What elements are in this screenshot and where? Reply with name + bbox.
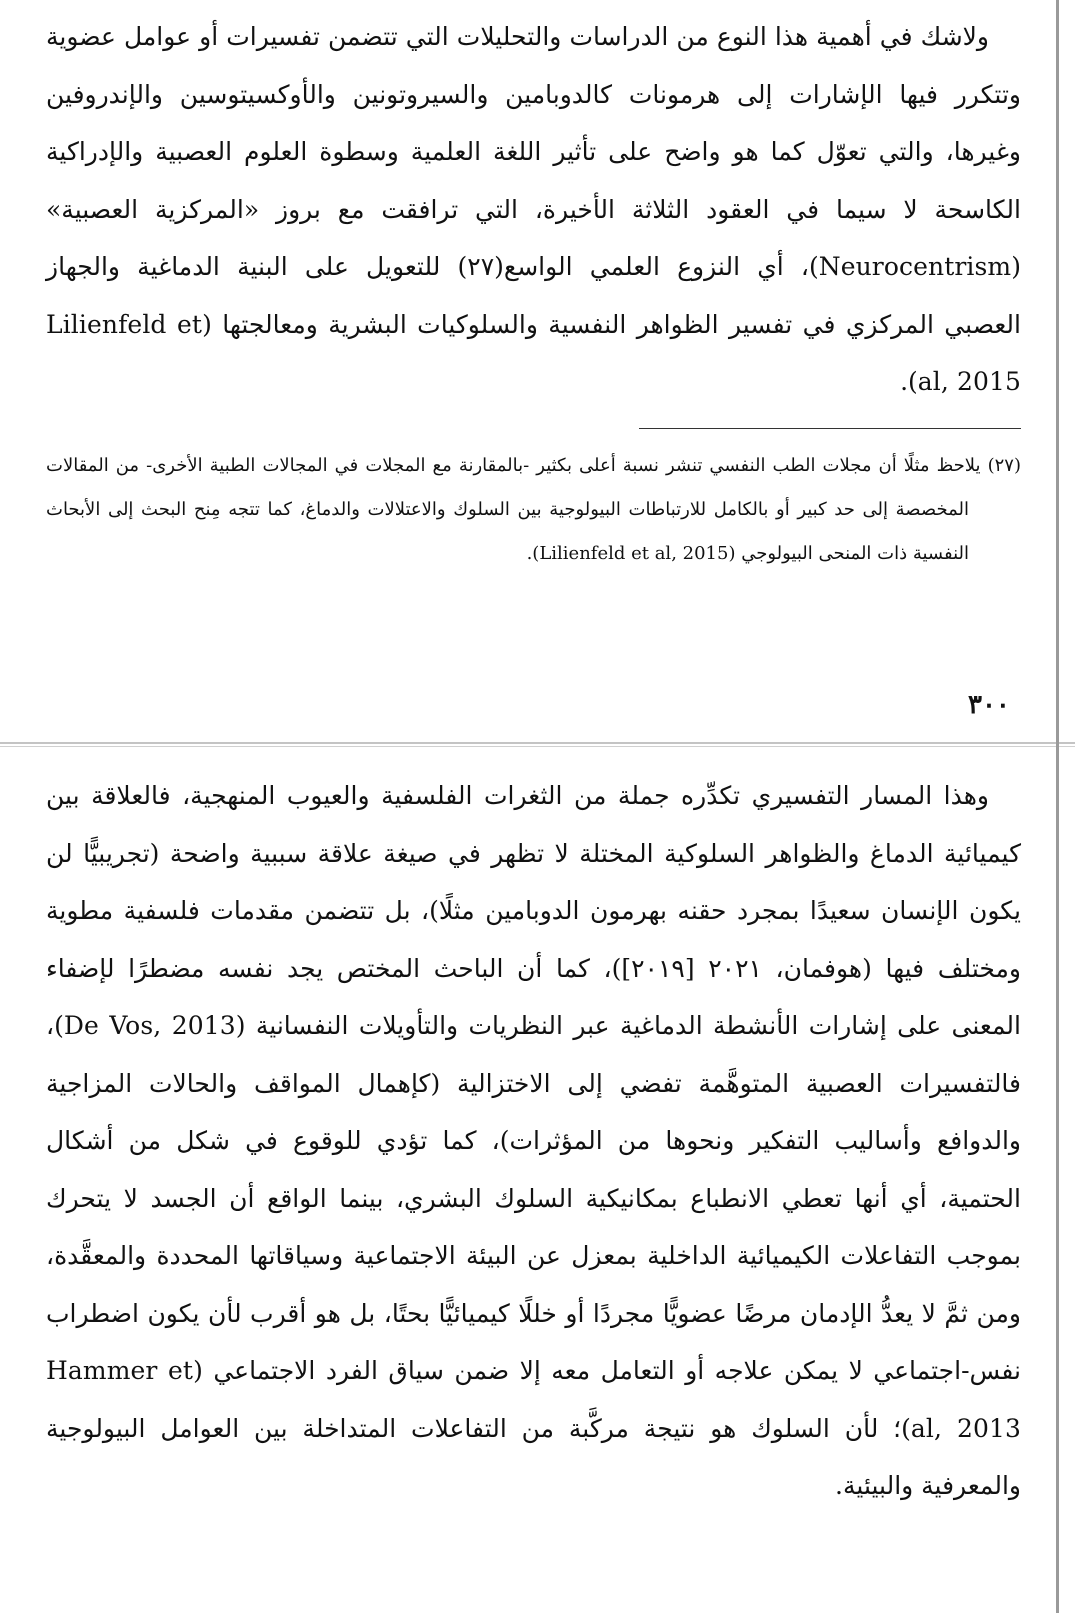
page-edge-line — [1056, 0, 1059, 1613]
footnote-divider — [639, 428, 1021, 429]
bottom-page — [0, 746, 1075, 1613]
top-paragraph: ولاشك في أهمية هذا النوع من الدراسات والتحليلات التي تتضمن تفسيرات أو عوامل عضوية وتتكرر فيها الإشارات إلى هرمونات كالدوبامين والسيروتونين والأوكسيتوسين والإندروفين وغيرها، والتي تعوّل كما هو واضح على تأثير اللغة العلمية وسطوة العلوم العصبية والإدراكية الكاسحة لا سيما في العقود الثلاثة الأخيرة، التي ترافقت مع بروز «المركزية العصبية» (Neurocentrism)، أي النزوع العلمي الواسع(٢٧) للتعويل على البنية الدماغية والجهاز العصبي المركزي في تفسير الظواهر النفسية والسلوكيات البشرية ومعالجتها (Lilienfeld et al, 2015). — [46, 22, 1021, 396]
page-number: ٣٠٠ — [968, 690, 1010, 720]
top-page — [0, 0, 1075, 744]
footnote-27: (٢٧) يلاحظ مثلًا أن مجلات الطب النفسي تنشر نسبة أعلى بكثير -بالمقارنة مع المجلات في المجالات الطبية الأخرى- من المقالات المخصصة إلى حد كبير أو بالكامل للارتباطات البيولوجية بين السلوك والاعتلالات والدماغ، كما تتجه مِنح البحث إلى الأبحاث النفسية ذات المنحى البيولوجي (Lilienfeld et al, 2015). — [46, 455, 1021, 564]
bottom-paragraph: وهذا المسار التفسيري تكدِّره جملة من الثغرات الفلسفية والعيوب المنهجية، فالعلاقة بين كيميائية الدماغ والظواهر السلوكية المختلة لا تظهر في صيغة علاقة سببية واضحة (تجريبيًّا لن يكون الإنسان سعيدًا بمجرد حقنه بهرمون الدوبامين مثلًا)، بل تتضمن مقدمات فلسفية مطوية ومختلف فيها (هوفمان، ٢٠٢١ [٢٠١٩])، كما أن الباحث المختص يجد نفسه مضطرًا لإضفاء المعنى على إشارات الأنشطة الدماغية عبر النظريات والتأويلات النفسانية (De Vos, 2013)، فالتفسيرات العصبية المتوهَّمة تفضي إلى الاختزالية (كإهمال المواقف والحالات المزاجية والدوافع وأساليب التفكير ونحوها من المؤثرات)، كما تؤدي للوقوع في شكل من أشكال الحتمية، أي أنها تعطي الانطباع بمكانيكية السلوك البشري، بينما الواقع أن الجسد لا يتحرك بموجب التفاعلات الكيميائية الداخلية بمعزل عن البيئة الاجتماعية وسياقاتها المحددة والمعقَّدة، ومن ثمَّ لا يعدُّ الإدمان مرضًا عضويًّا مجردًا أو خللًا كيميائيًّا بحتًا، بل هو أقرب لأن يكون اضطراب نفس-اجتماعي لا يمكن علاجه أو التعامل معه إلا ضمن سياق الفرد الاجتماعي (Hammer et al, 2013)؛ لأن السلوك هو نتيجة مركَّبة من التفاعلات المتداخلة بين العوامل البيولوجية والمعرفية والبيئية. — [46, 781, 1022, 1500]
